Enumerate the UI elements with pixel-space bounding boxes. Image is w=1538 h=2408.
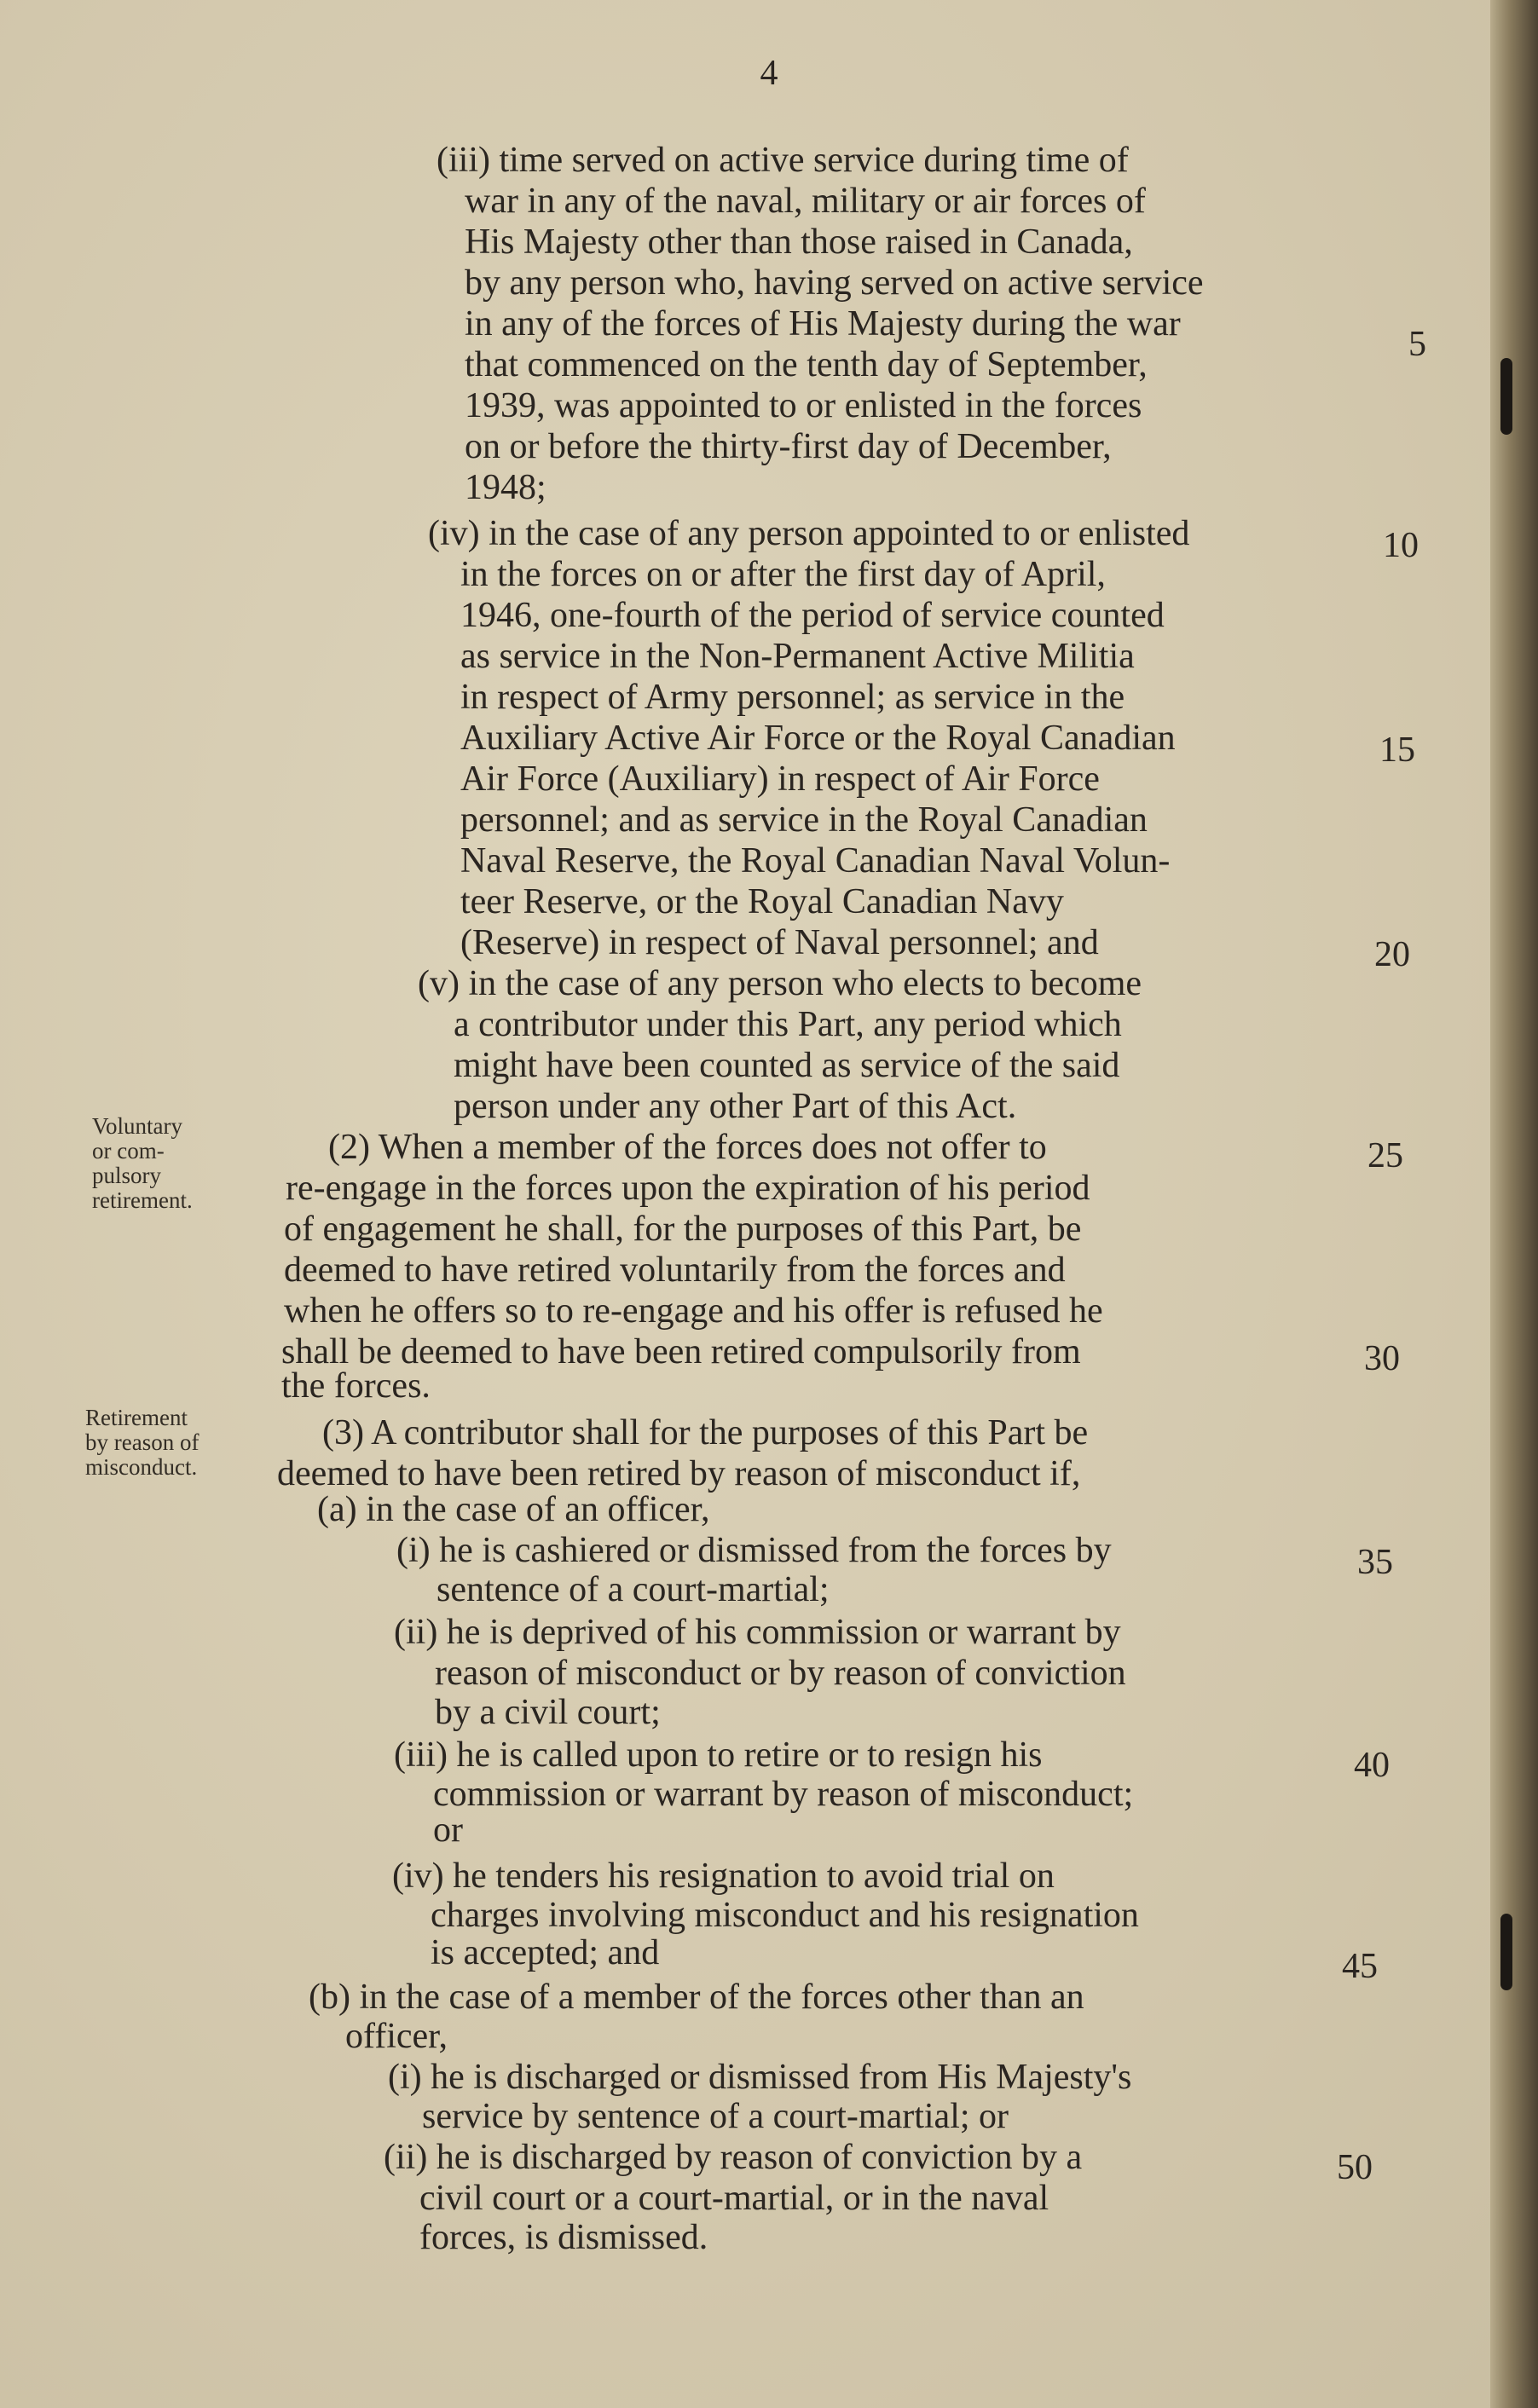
- text-line: (iv) he tenders his resignation to avoid trial on: [392, 1857, 1055, 1896]
- text-line: might have been counted as service of the said: [454, 1046, 1120, 1085]
- text-line: is accepted; and: [431, 1933, 660, 1972]
- margin-note-line: pulsory: [92, 1163, 161, 1188]
- margin-note-line: misconduct.: [85, 1454, 198, 1480]
- margin-note-line: Retirement: [85, 1405, 188, 1430]
- text-line: Naval Reserve, the Royal Canadian Naval Volun-: [460, 841, 1171, 881]
- text-line: shall be deemed to have been retired compulsorily from: [281, 1332, 1081, 1371]
- spine-mark: [1500, 1914, 1512, 1990]
- line-number: 15: [1379, 730, 1415, 770]
- text-line: commission or warrant by reason of misconduct;: [433, 1775, 1134, 1814]
- text-line: (i) he is discharged or dismissed from His Majesty's: [388, 2058, 1132, 2097]
- text-line: civil court or a court-martial, or in the naval: [419, 2179, 1049, 2218]
- margin-note-line: Voluntary: [92, 1113, 182, 1139]
- margin-note-line: or com-: [92, 1138, 165, 1164]
- text-line: (iii) time served on active service during time of: [437, 141, 1129, 180]
- text-line: (b) in the case of a member of the forces other than an: [309, 1978, 1084, 2017]
- text-line: (3) A contributor shall for the purposes of this Part be: [322, 1413, 1089, 1452]
- line-number: 5: [1408, 325, 1426, 364]
- margin-note-line: by reason of: [85, 1429, 199, 1455]
- text-line: sentence of a court-martial;: [437, 1570, 830, 1609]
- text-line: in respect of Army personnel; as service in the: [460, 678, 1125, 717]
- text-line: (Reserve) in respect of Naval personnel; and: [460, 923, 1099, 962]
- text-line: as service in the Non-Permanent Active Militia: [460, 637, 1135, 676]
- text-line: re-engage in the forces upon the expiration of his period: [286, 1169, 1090, 1208]
- text-line: (ii) he is discharged by reason of conviction by a: [384, 2138, 1083, 2177]
- text-line: (i) he is cashiered or dismissed from the forces by: [396, 1531, 1112, 1570]
- text-line: that commenced on the tenth day of September,: [465, 345, 1148, 384]
- spine-mark: [1500, 358, 1512, 435]
- text-line: service by sentence of a court-martial; or: [422, 2097, 1009, 2136]
- text-line: 1946, one-fourth of the period of service counted: [460, 596, 1165, 635]
- text-line: (2) When a member of the forces does not offer to: [328, 1128, 1047, 1167]
- text-line: His Majesty other than those raised in Canada,: [465, 222, 1133, 262]
- text-line: teer Reserve, or the Royal Canadian Navy: [460, 882, 1064, 921]
- text-line: deemed to have been retired by reason of misconduct if,: [277, 1454, 1081, 1493]
- text-line: 1939, was appointed to or enlisted in the forces: [465, 386, 1142, 425]
- book-spine: [1490, 0, 1538, 2408]
- text-line: in the forces on or after the first day of April,: [460, 555, 1106, 594]
- text-line: deemed to have retired voluntarily from the forces and: [284, 1250, 1066, 1290]
- text-line: charges involving misconduct and his resignation: [431, 1896, 1139, 1935]
- text-line: Air Force (Auxiliary) in respect of Air Force: [460, 759, 1100, 799]
- line-number: 10: [1383, 526, 1419, 565]
- text-line: by a civil court;: [435, 1693, 661, 1732]
- line-number: 25: [1367, 1136, 1403, 1175]
- text-line: the forces.: [281, 1366, 431, 1406]
- line-number: 45: [1342, 1947, 1378, 1986]
- text-line: a contributor under this Part, any period which: [454, 1005, 1122, 1044]
- line-number: 40: [1354, 1746, 1390, 1785]
- text-line: personnel; and as service in the Royal Canadian: [460, 800, 1148, 840]
- text-line: (a) in the case of an officer,: [317, 1490, 710, 1529]
- text-line: or: [433, 1810, 463, 1850]
- text-line: (iv) in the case of any person appointed to or enlisted: [428, 514, 1190, 553]
- text-line: war in any of the naval, military or air forces of: [465, 182, 1146, 221]
- text-line: (ii) he is deprived of his commission or warrant by: [394, 1613, 1121, 1652]
- line-number: 35: [1357, 1543, 1393, 1582]
- text-line: of engagement he shall, for the purposes of this Part, be: [284, 1210, 1082, 1249]
- text-line: Auxiliary Active Air Force or the Royal Canadian: [460, 719, 1176, 758]
- text-line: reason of misconduct or by reason of conviction: [435, 1654, 1126, 1693]
- text-line: (v) in the case of any person who elects to become: [418, 964, 1142, 1003]
- text-line: by any person who, having served on active service: [465, 263, 1204, 303]
- text-line: person under any other Part of this Act.: [454, 1087, 1017, 1126]
- line-number: 50: [1337, 2148, 1373, 2187]
- text-line: 1948;: [465, 468, 546, 507]
- text-line: officer,: [345, 2017, 448, 2056]
- page-number: 4: [760, 54, 778, 93]
- text-line: (iii) he is called upon to retire or to resign his: [394, 1735, 1043, 1775]
- text-line: on or before the thirty-first day of December,: [465, 427, 1112, 466]
- line-number: 20: [1374, 935, 1410, 974]
- text-line: in any of the forces of His Majesty during the war: [465, 304, 1181, 344]
- text-line: forces, is dismissed.: [419, 2218, 708, 2257]
- margin-note-line: retirement.: [92, 1187, 193, 1213]
- line-number: 30: [1364, 1339, 1400, 1378]
- text-line: when he offers so to re-engage and his offer is refused he: [284, 1291, 1103, 1331]
